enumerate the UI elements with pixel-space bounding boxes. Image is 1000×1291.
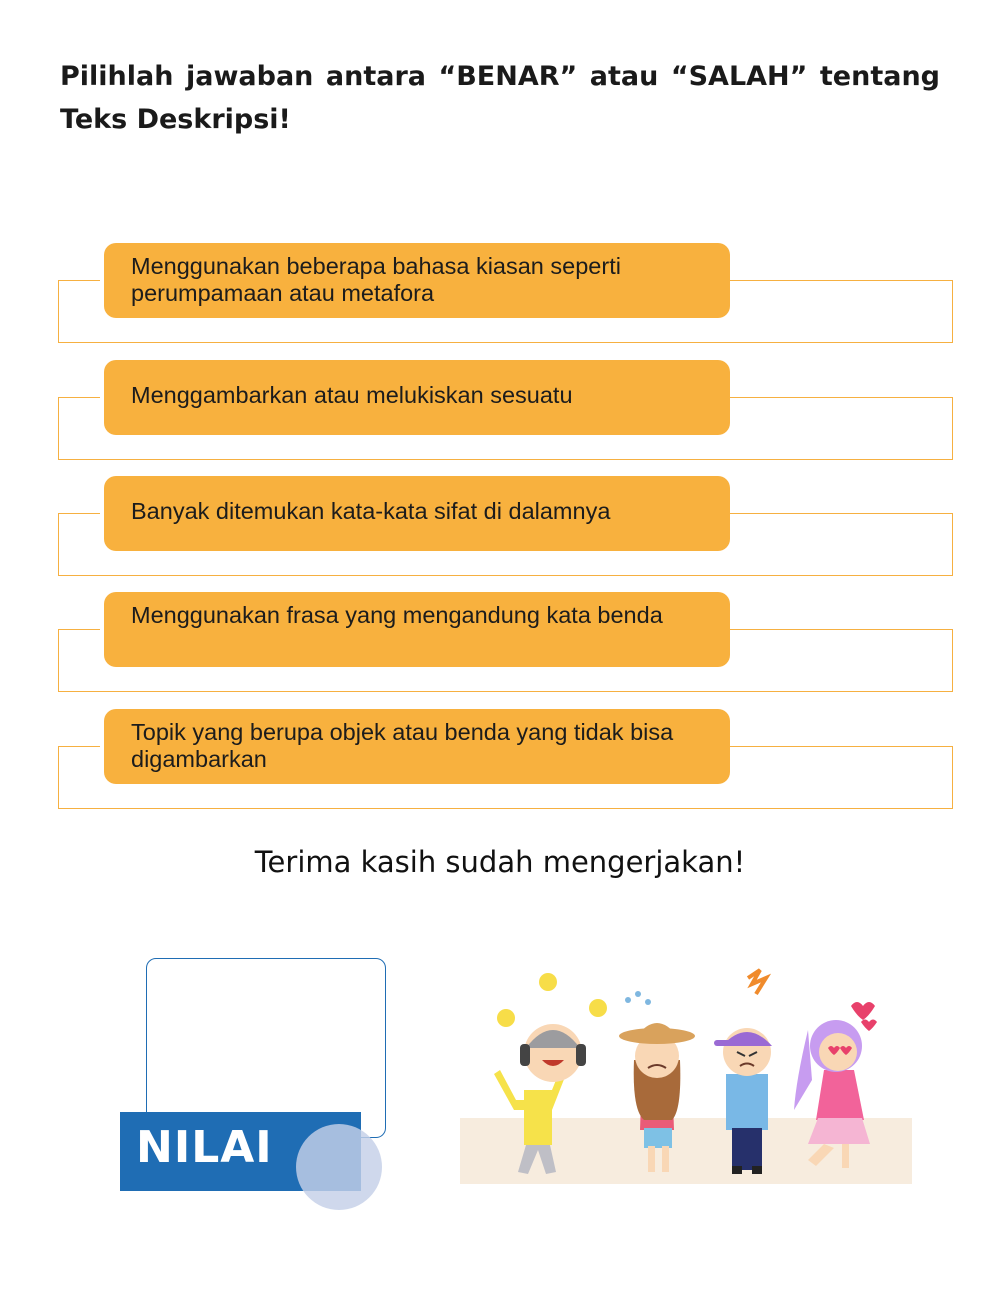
thank-you-message: Terima kasih sudah mengerjakan!: [254, 845, 746, 879]
statement-card-4[interactable]: Menggunakan frasa yang mengandung kata benda: [104, 592, 730, 667]
score-circle-decoration: [296, 1124, 382, 1210]
statement-card-3[interactable]: Banyak ditemukan kata-kata sifat di dalamnya: [104, 476, 730, 551]
score-label: NILAI: [136, 1122, 273, 1173]
score-box: [146, 958, 386, 1138]
statement-card-5[interactable]: Topik yang berupa objek atau benda yang tidak bisa digambarkan: [104, 709, 730, 784]
statement-card-2[interactable]: Menggambarkan atau melukiskan sesuatu: [104, 360, 730, 435]
instruction-text: Pilihlah jawaban antara “BENAR” atau “SALAH” tentang Teks Deskripsi!: [60, 61, 940, 135]
children-emotions-illustration: [456, 960, 916, 1190]
statement-card-1[interactable]: Menggunakan beberapa bahasa kiasan seperti perumpamaan atau metafora: [104, 243, 730, 318]
question-row-2: [58, 360, 955, 427]
question-row-3: [58, 476, 955, 543]
question-row-4: [58, 592, 955, 659]
question-row-5: [58, 709, 955, 776]
question-row-1: [58, 243, 955, 310]
